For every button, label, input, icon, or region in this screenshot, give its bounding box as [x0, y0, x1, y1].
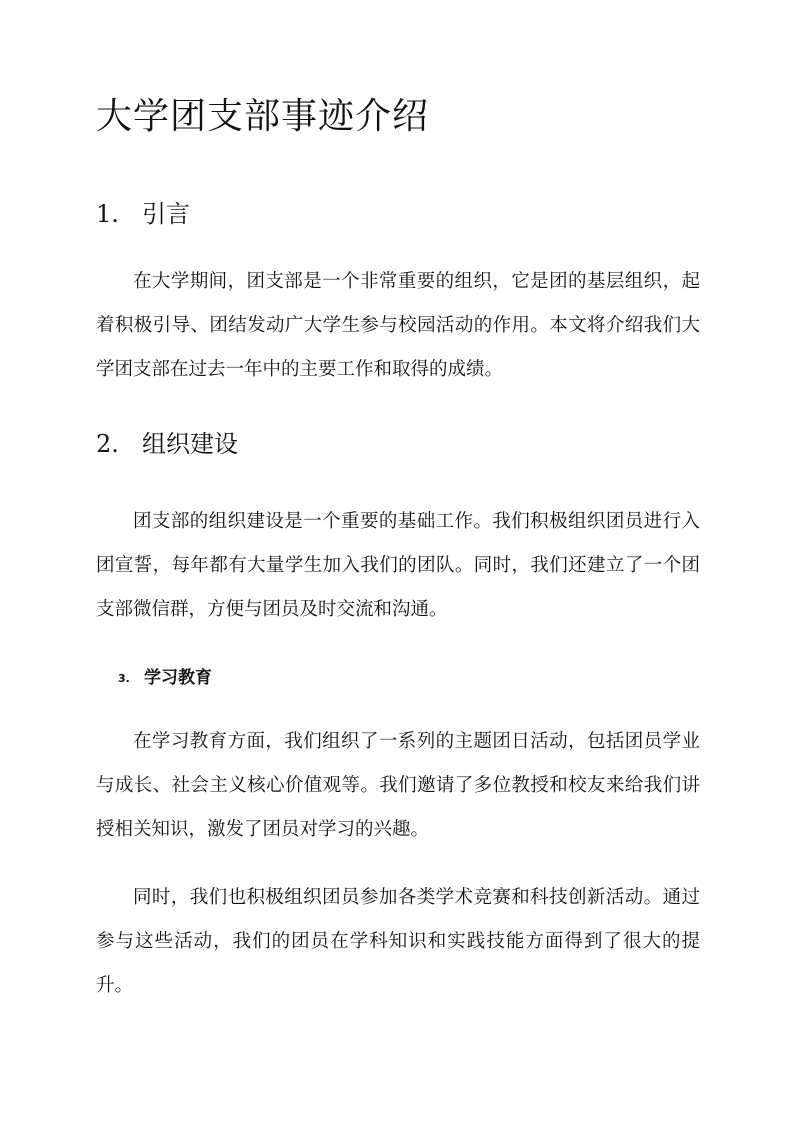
paragraph-education-1: 在学习教育方面，我们组织了一系列的主题团日活动，包括团员学业与成长、社会主义核心价值观等。我们邀请了多位教授和校友来给我们讲授相关知识，激发了团员对学习的兴趣。	[96, 731, 700, 840]
section-number: 2.	[96, 430, 119, 458]
document-title: 大学团支部事迹介绍	[96, 96, 430, 137]
section-number: 3.	[118, 671, 130, 685]
paragraph-introduction: 在大学期间，团支部是一个非常重要的组织，它是团的基层组织，起着积极引导、团结发动广大学生参与校园活动的作用。本文将介绍我们大学团支部在过去一年中的主要工作和取得的成绩。	[96, 271, 700, 380]
section-heading-education	[118, 664, 212, 693]
paragraph-organization: 团支部的组织建设是一个重要的基础工作。我们积极组织团员进行入团宣誓，每年都有大量学生加入我们的团队。同时，我们还建立了一个团支部微信群，方便与团员及时交流和沟通。	[96, 511, 700, 620]
section-number: 1.	[96, 200, 119, 228]
paragraph-education-2: 同时，我们也积极组织团员参加各类学术竞赛和科技创新活动。通过参与这些活动，我们的团员在学科知识和实践技能方面得到了很大的提升。	[96, 887, 700, 996]
section-title: 组织建设	[142, 430, 238, 458]
section-heading-introduction	[96, 196, 190, 232]
section-title: 引言	[142, 200, 190, 228]
section-title: 学习教育	[144, 668, 212, 688]
section-heading-organization	[96, 426, 238, 462]
